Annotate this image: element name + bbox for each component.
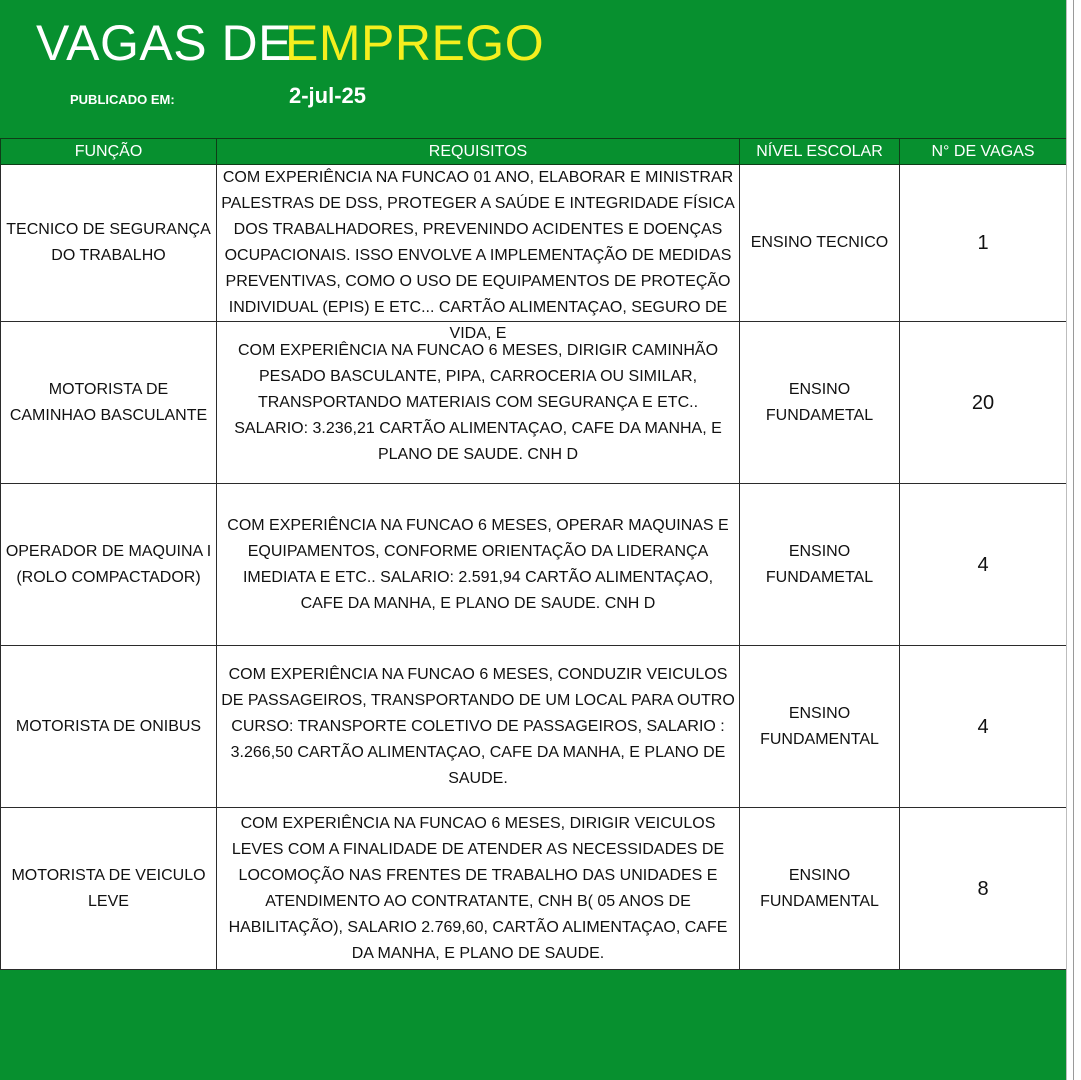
table-row <box>1 322 1067 484</box>
cell-funcao: MOTORISTA DE ONIBUS <box>1 646 217 808</box>
cell-nivel-escolar: ENSINO FUNDAMETAL <box>740 484 900 646</box>
table-row <box>1 808 1067 970</box>
cell-vagas: 4 <box>900 484 1067 646</box>
cell-requisitos: COM EXPERIÊNCIA NA FUNCAO 6 MESES, OPERAR MAQUINAS E EQUIPAMENTOS, CONFORME ORIENTAÇÃO DA LIDERANÇA IMEDIATA E ETC.. SALARIO: 2.591,94 CARTÃO ALIMENTAÇAO, CAFE DA MANHA, E PLANO DE SAUDE. CNH D <box>217 484 740 646</box>
cell-nivel-escolar: ENSINO FUNDAMENTAL <box>740 808 900 970</box>
right-edge-strip <box>1066 0 1081 1080</box>
cell-requisitos: COM EXPERIÊNCIA NA FUNCAO 6 MESES, DIRIGIR CAMINHÃO PESADO BASCULANTE, PIPA, CARROCERIA OU SIMILAR, TRANSPORTANDO MATERIAIS COM SEGURANÇA E ETC.. SALARIO: 3.236,21 CARTÃO ALIMENTAÇAO, CAFE DA MANHA, E PLANO DE SAUDE. CNH D <box>217 322 740 484</box>
cell-vagas: 4 <box>900 646 1067 808</box>
published-label: PUBLICADO EM: <box>70 92 175 107</box>
cell-requisitos: COM EXPERIÊNCIA NA FUNCAO 6 MESES, CONDUZIR VEICULOS DE PASSAGEIROS, TRANSPORTANDO DE UM LOCAL PARA OUTRO CURSO: TRANSPORTE COLETIVO DE PASSAGEIROS, SALARIO : 3.266,50 CARTÃO ALIMENTAÇAO, CAFE DA MANHA, E PLANO DE SAUDE. <box>217 646 740 808</box>
jobs-table <box>0 138 1067 970</box>
title-vagas-de: VAGAS DE <box>36 15 292 71</box>
cell-funcao: TECNICO DE SEGURANÇA DO TRABALHO <box>1 165 217 322</box>
published-date: 2-jul-25 <box>289 83 367 108</box>
requisitos-text: COM EXPERIÊNCIA NA FUNCAO 01 ANO, ELABORAR E MINISTRAR PALESTRAS DE DSS, PROTEGER A SAÚDE E INTEGRIDADE FÍSICA DOS TRABALHADORES, PREVENINDO ACIDENTES E DOENÇAS OCUPACIONAIS. ISSO ENVOLVE A IMPLEMENTAÇÃO DE MEDIDAS PREVENTIVAS, COMO O USO DE EQUIPAMENTOS DE PROTEÇÃO INDIVIDUAL (EPIS) E ETC... CARTÃO ALIMENTAÇAO, SEGURO DE VIDA, E <box>221 169 735 342</box>
cell-nivel-escolar: ENSINO TECNICO <box>740 165 900 322</box>
cell-requisitos <box>217 165 740 342</box>
table-row <box>1 646 1067 808</box>
table-row <box>1 484 1067 646</box>
table-row <box>1 165 1067 322</box>
cell-funcao: MOTORISTA DE VEICULO LEVE <box>1 808 217 970</box>
column-header-vagas: N° DE VAGAS <box>900 139 1067 165</box>
column-header-funcao: FUNÇÃO <box>1 139 217 165</box>
cell-requisitos: COM EXPERIÊNCIA NA FUNCAO 6 MESES, DIRIGIR VEICULOS LEVES COM A FINALIDADE DE ATENDER AS NECESSIDADES DE LOCOMOÇÃO NAS FRENTES DE TRABALHO DAS UNIDADES E ATENDIMENTO AO CONTRATANTE, CNH B( 05 ANOS DE HABILITAÇÃO), SALARIO 2.769,60, CARTÃO ALIMENTAÇAO, CAFE DA MANHA, E PLANO DE SAUDE. <box>217 808 740 970</box>
cell-funcao: MOTORISTA DE CAMINHAO BASCULANTE <box>1 322 217 484</box>
column-header-requisitos: REQUISITOS <box>217 139 740 165</box>
title-emprego: EMPREGO <box>285 15 545 71</box>
footer-band <box>0 970 1066 1080</box>
cell-nivel-escolar: ENSINO FUNDAMENTAL <box>740 646 900 808</box>
cell-nivel-escolar: ENSINO FUNDAMETAL <box>740 322 900 484</box>
cell-funcao: OPERADOR DE MAQUINA I (ROLO COMPACTADOR) <box>1 484 217 646</box>
cell-vagas: 20 <box>900 322 1067 484</box>
cell-vagas: 8 <box>900 808 1067 970</box>
cell-vagas: 1 <box>900 165 1067 322</box>
column-header-nivel-escolar: NÍVEL ESCOLAR <box>740 139 900 165</box>
table-header-row <box>1 139 1067 165</box>
